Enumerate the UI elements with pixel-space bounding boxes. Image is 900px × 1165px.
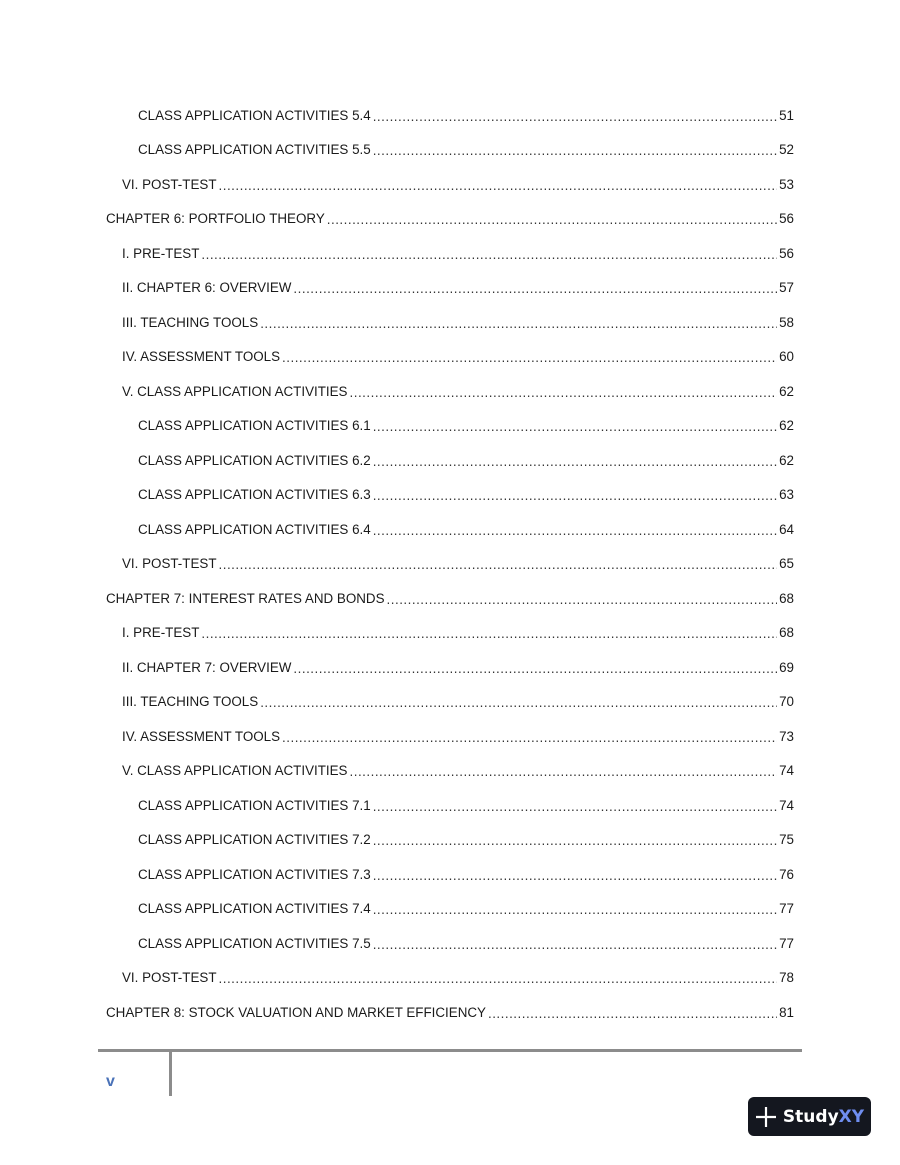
toc-dot-leader (350, 386, 778, 399)
toc-entry-page: 68 (779, 590, 794, 606)
toc-entry[interactable] (0, 202, 900, 237)
toc-dot-leader (373, 938, 777, 951)
toc-entry-title: CLASS APPLICATION ACTIVITIES 6.2 (138, 452, 371, 468)
toc-dot-leader (201, 627, 777, 640)
toc-entry[interactable] (0, 581, 900, 616)
toc-entry[interactable] (0, 443, 900, 478)
toc-entry-page: 52 (779, 142, 794, 158)
toc-entry-title: I. PRE-TEST (122, 625, 200, 641)
toc-entry-page: 51 (779, 107, 794, 123)
toc-entry[interactable] (0, 167, 900, 202)
toc-dot-leader (327, 213, 777, 226)
toc-entry-title: IV. ASSESSMENT TOOLS (122, 349, 281, 365)
toc-entry-title: V. CLASS APPLICATION ACTIVITIES (122, 383, 348, 399)
toc-dot-leader (260, 696, 777, 709)
toc-entry-title: CLASS APPLICATION ACTIVITIES 7.2 (138, 832, 371, 848)
toc-dot-leader (293, 662, 777, 675)
toc-entry[interactable] (0, 340, 900, 375)
toc-entry-title: II. CHAPTER 7: OVERVIEW (122, 659, 292, 675)
toc-entry-page: 62 (779, 418, 794, 434)
toc-entry-page: 62 (779, 383, 794, 399)
toc-entry-title: III. TEACHING TOOLS (122, 694, 259, 710)
toc-dot-leader (373, 489, 777, 502)
toc-entry[interactable] (0, 616, 900, 651)
toc-entry[interactable] (0, 719, 900, 754)
toc-entry-title: VI. POST-TEST (122, 176, 217, 192)
toc-dot-leader (282, 731, 777, 744)
toc-entry-page: 60 (779, 349, 794, 365)
watermark-brand-part2: XY (838, 1106, 865, 1127)
toc-dot-leader (373, 420, 777, 433)
toc-entry-title: CHAPTER 8: STOCK VALUATION AND MARKET EFFICIENCY (106, 1004, 486, 1020)
toc-entry-page: 68 (779, 625, 794, 641)
toc-entry-title: CLASS APPLICATION ACTIVITIES 6.1 (138, 418, 371, 434)
toc-entry-page: 70 (779, 694, 794, 710)
toc-entry-page: 77 (779, 901, 794, 917)
toc-entry-page: 74 (779, 763, 794, 779)
toc-entry-page: 57 (779, 280, 794, 296)
toc-dot-leader (219, 558, 778, 571)
toc-entry-page: 75 (779, 832, 794, 848)
toc-entry-page: 77 (779, 935, 794, 951)
toc-entry-page: 74 (779, 797, 794, 813)
toc-entry-page: 56 (779, 245, 794, 261)
studyxy-watermark (748, 1097, 871, 1136)
toc-dot-leader (387, 593, 778, 606)
toc-entry[interactable] (0, 98, 900, 133)
toc-entry[interactable] (0, 305, 900, 340)
toc-dot-leader (373, 144, 777, 157)
toc-entry-page: 76 (779, 866, 794, 882)
toc-entry[interactable] (0, 650, 900, 685)
toc-dot-leader (293, 282, 777, 295)
toc-entry-page: 65 (779, 556, 794, 572)
toc-entry[interactable] (0, 271, 900, 306)
toc-entry-title: CLASS APPLICATION ACTIVITIES 5.4 (138, 107, 371, 123)
toc-entry[interactable] (0, 892, 900, 927)
toc-dot-leader (373, 903, 777, 916)
toc-entry-title: IV. ASSESSMENT TOOLS (122, 728, 281, 744)
toc-entry-title: CHAPTER 7: INTEREST RATES AND BONDS (106, 590, 385, 606)
toc-entry[interactable] (0, 512, 900, 547)
toc-entry-page: 53 (779, 176, 794, 192)
toc-dot-leader (219, 179, 778, 192)
toc-dot-leader (260, 317, 777, 330)
toc-dot-leader (282, 351, 777, 364)
toc-dot-leader (350, 765, 778, 778)
toc-entry-page: 81 (779, 1004, 794, 1020)
toc-dot-leader (373, 524, 777, 537)
toc-entry-title: CLASS APPLICATION ACTIVITIES 7.1 (138, 797, 371, 813)
toc-entry[interactable] (0, 926, 900, 961)
toc-entry-title: V. CLASS APPLICATION ACTIVITIES (122, 763, 348, 779)
toc-dot-leader (373, 834, 777, 847)
toc-entry-title: CLASS APPLICATION ACTIVITIES 7.3 (138, 866, 371, 882)
toc-entry-title: CLASS APPLICATION ACTIVITIES 5.5 (138, 142, 371, 158)
table-of-contents (0, 98, 900, 1030)
toc-entry[interactable] (0, 547, 900, 582)
toc-entry-page: 62 (779, 452, 794, 468)
toc-dot-leader (373, 110, 777, 123)
toc-entry-page: 69 (779, 659, 794, 675)
toc-entry-title: II. CHAPTER 6: OVERVIEW (122, 280, 292, 296)
toc-dot-leader (488, 1007, 777, 1020)
watermark-brand-part1: Study (782, 1106, 839, 1127)
toc-entry[interactable] (0, 478, 900, 513)
toc-entry[interactable] (0, 409, 900, 444)
toc-dot-leader (219, 972, 778, 985)
toc-entry[interactable] (0, 374, 900, 409)
plus-icon (755, 1106, 777, 1128)
toc-dot-leader (201, 248, 777, 261)
toc-entry-page: 78 (779, 970, 794, 986)
toc-entry[interactable] (0, 754, 900, 789)
toc-dot-leader (373, 455, 777, 468)
toc-entry[interactable] (0, 857, 900, 892)
toc-entry-page: 56 (779, 211, 794, 227)
toc-entry-title: CLASS APPLICATION ACTIVITIES 7.5 (138, 935, 371, 951)
toc-entry[interactable] (0, 788, 900, 823)
toc-entry-title: CLASS APPLICATION ACTIVITIES 6.4 (138, 521, 371, 537)
toc-entry[interactable] (0, 133, 900, 168)
footer-vertical-divider (169, 1052, 172, 1096)
toc-entry-page: 63 (779, 487, 794, 503)
toc-dot-leader (373, 869, 777, 882)
toc-entry-title: CLASS APPLICATION ACTIVITIES 7.4 (138, 901, 371, 917)
toc-entry[interactable] (0, 961, 900, 996)
toc-entry[interactable] (0, 823, 900, 858)
toc-entry[interactable] (0, 685, 900, 720)
toc-entry-title: VI. POST-TEST (122, 970, 217, 986)
toc-entry-title: CLASS APPLICATION ACTIVITIES 6.3 (138, 487, 371, 503)
page-number: v (106, 1073, 115, 1090)
toc-entry-title: III. TEACHING TOOLS (122, 314, 259, 330)
footer-divider (98, 1049, 802, 1052)
toc-entry[interactable] (0, 995, 900, 1030)
toc-entry-title: I. PRE-TEST (122, 245, 200, 261)
toc-dot-leader (373, 800, 777, 813)
toc-entry[interactable] (0, 236, 900, 271)
toc-entry-page: 64 (779, 521, 794, 537)
toc-entry-title: VI. POST-TEST (122, 556, 217, 572)
toc-entry-page: 58 (779, 314, 794, 330)
toc-entry-page: 73 (779, 728, 794, 744)
toc-entry-title: CHAPTER 6: PORTFOLIO THEORY (106, 211, 325, 227)
